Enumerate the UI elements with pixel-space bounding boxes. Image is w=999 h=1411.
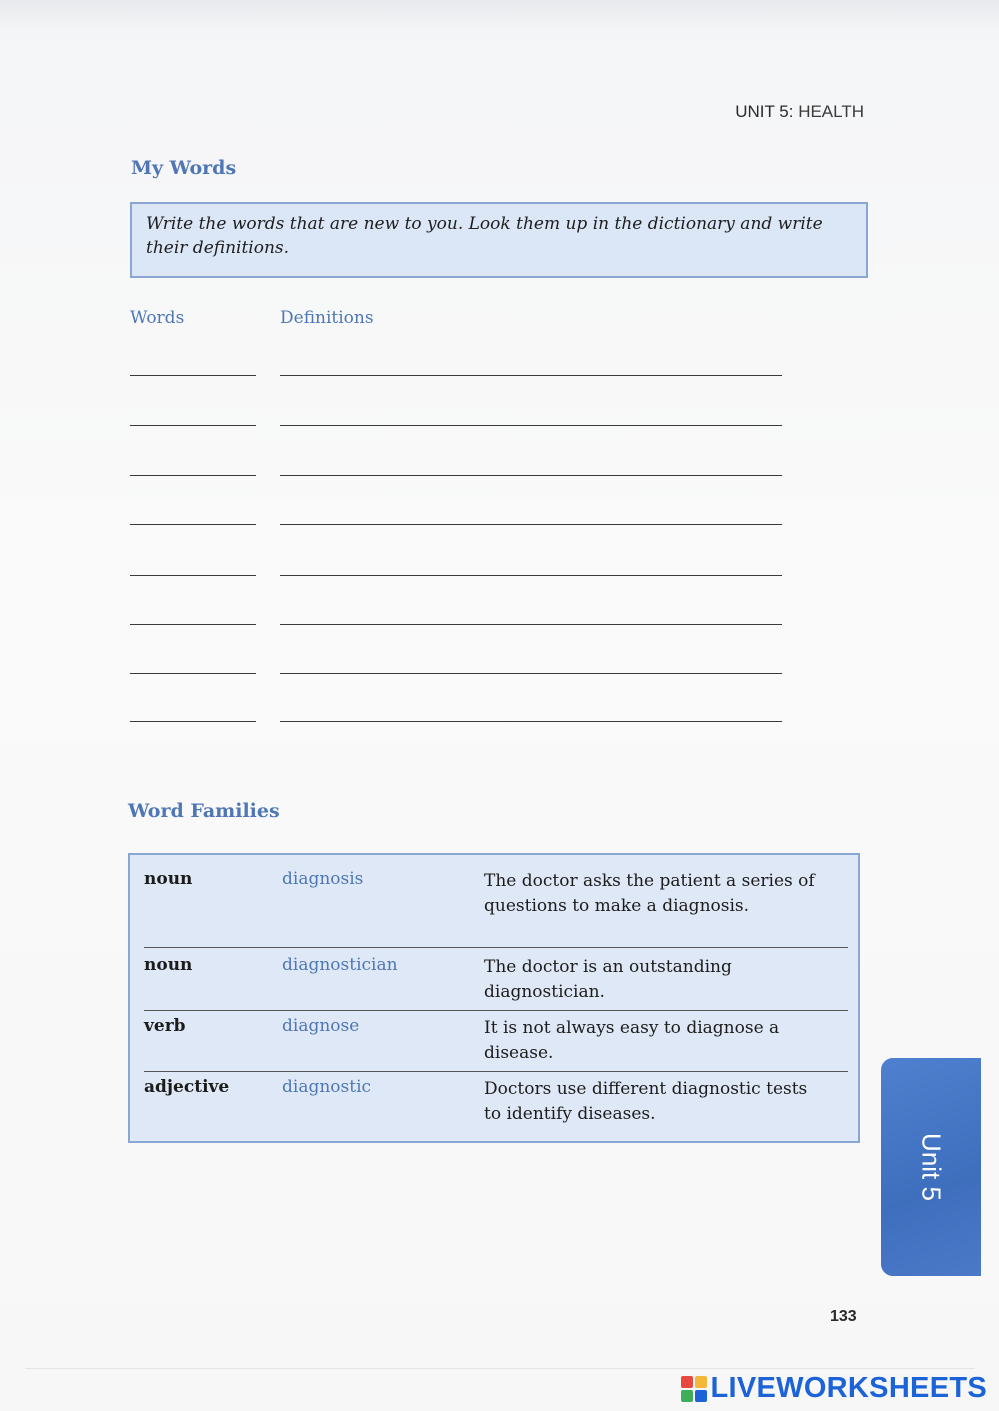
unit-header (735, 102, 864, 122)
example-sentence: Doctors use different diagnostic tests to identify diseases. (484, 1079, 808, 1124)
word-line-3[interactable] (130, 475, 256, 476)
word-line-1[interactable] (130, 375, 256, 376)
word-families-title: Word Families (128, 800, 280, 822)
part-of-speech: noun (144, 869, 193, 889)
definition-line-8[interactable] (280, 721, 782, 722)
definitions-column-label: Definitions (280, 308, 374, 328)
example-sentence: The doctor is an outstanding diagnostician. (484, 957, 732, 1002)
words-column-label: Words (130, 308, 185, 328)
definition-line-4[interactable] (280, 524, 782, 525)
my-words-title: My Words (131, 157, 237, 179)
unit-side-tab (881, 1058, 981, 1276)
family-word: diagnosis (282, 869, 364, 889)
footer-divider (25, 1368, 975, 1369)
unit-label: UNIT 5: (735, 102, 794, 121)
definition-line-7[interactable] (280, 673, 782, 674)
word-families-table (128, 853, 860, 1143)
instruction-box: Write the words that are new to you. Look them up in the dictionary and write their definitions. (130, 202, 868, 278)
row-divider (144, 947, 848, 948)
word-line-5[interactable] (130, 575, 256, 576)
word-line-7[interactable] (130, 673, 256, 674)
brand-square-icon (681, 1376, 693, 1388)
top-band (0, 0, 999, 30)
part-of-speech: adjective (144, 1077, 230, 1097)
part-of-speech: verb (144, 1016, 186, 1036)
liveworksheets-logo[interactable] (681, 1372, 988, 1405)
family-word: diagnostician (282, 955, 398, 975)
definition-line-1[interactable] (280, 375, 782, 376)
brand-square-icon (681, 1390, 693, 1402)
row-divider (144, 1010, 848, 1011)
brand-square-icon (695, 1376, 707, 1388)
word-line-6[interactable] (130, 624, 256, 625)
word-line-2[interactable] (130, 425, 256, 426)
family-word: diagnostic (282, 1077, 372, 1097)
definition-line-2[interactable] (280, 425, 782, 426)
example-sentence: It is not always easy to diagnose a disease. (484, 1018, 780, 1063)
page-number: 133 (830, 1308, 857, 1325)
word-line-8[interactable] (130, 721, 256, 722)
definition-line-6[interactable] (280, 624, 782, 625)
unit-tab-label: Unit 5 (916, 1133, 947, 1201)
definition-line-3[interactable] (280, 475, 782, 476)
definition-line-5[interactable] (280, 575, 782, 576)
brand-grid-icon (681, 1376, 707, 1402)
part-of-speech: noun (144, 955, 193, 975)
unit-topic: HEALTH (798, 102, 864, 121)
row-divider (144, 1071, 848, 1072)
example-sentence: The doctor asks the patient a series of questions to make a diagnosis. (484, 871, 815, 916)
family-word: diagnose (282, 1016, 360, 1036)
brand-name: LIVEWORKSHEETS (710, 1372, 987, 1404)
brand-square-icon (695, 1390, 707, 1402)
word-line-4[interactable] (130, 524, 256, 525)
